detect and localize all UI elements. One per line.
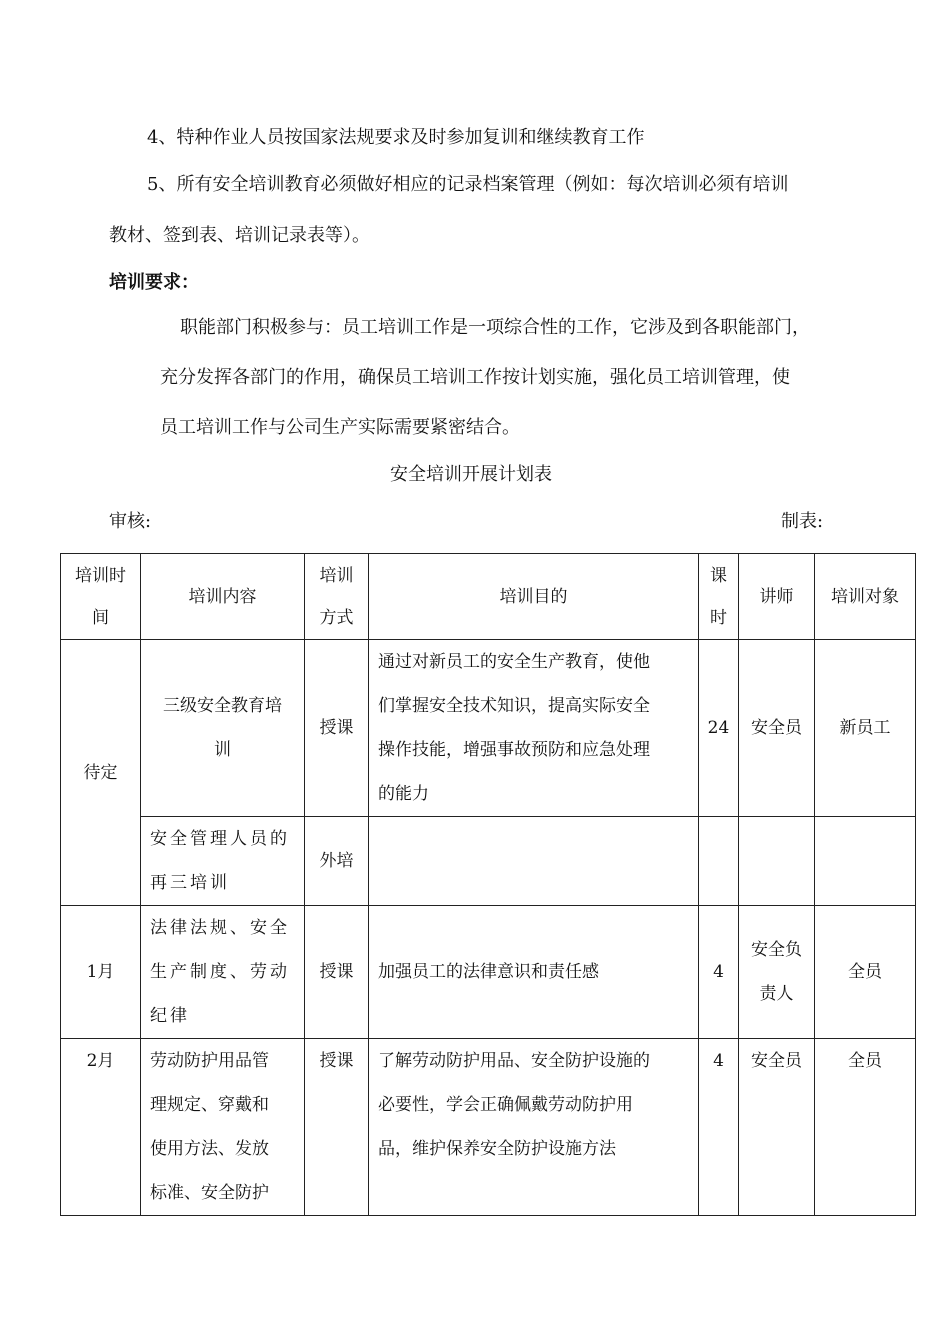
maker-label: 制表: bbox=[781, 511, 824, 532]
cell-hours: 4 bbox=[699, 906, 739, 1039]
cell-purpose bbox=[369, 906, 699, 1039]
cell-purpose bbox=[369, 817, 699, 906]
cell-hours bbox=[699, 817, 739, 906]
content-line: 法律法规、安全 bbox=[150, 918, 290, 938]
cell-lecturer: 安全员 bbox=[739, 640, 815, 817]
content-line: 三级安全教育培 bbox=[163, 696, 282, 716]
intro-item-4: 4、特种作业人员按国家法规要求及时参加复训和继续教育工作 bbox=[147, 127, 645, 148]
cell-lecturer bbox=[739, 906, 815, 1039]
purpose-line: 通过对新员工的安全生产教育，使他 bbox=[378, 652, 650, 672]
content-line: 理规定、穿戴和 bbox=[150, 1095, 269, 1115]
header-time-line-1: 培训时 bbox=[75, 565, 126, 586]
requirements-line-3: 员工培训工作与公司生产实际需要紧密结合。 bbox=[160, 417, 520, 438]
intro-item-5-continued: 教材、签到表、培训记录表等）。 bbox=[109, 225, 370, 246]
cell-content bbox=[141, 1039, 305, 1216]
requirements-heading: 培训要求： bbox=[109, 272, 199, 293]
purpose-line: 品，维护保养安全防护设施方法 bbox=[378, 1139, 616, 1159]
intro-item-5: 5、所有安全培训教育必须做好相应的记录档案管理（例如：每次培训必须有培训 bbox=[147, 174, 789, 195]
purpose-line: 的能力 bbox=[378, 784, 429, 804]
content-line: 安全管理人员的 bbox=[150, 829, 290, 849]
cell-time: 1月 bbox=[61, 906, 141, 1039]
cell-lecturer bbox=[739, 817, 815, 906]
cell-method: 授课 bbox=[305, 906, 369, 1039]
table-row bbox=[61, 640, 916, 817]
header-method-line-2: 方式 bbox=[319, 607, 354, 628]
content-line: 纪律 bbox=[150, 1006, 190, 1026]
cell-purpose bbox=[369, 1039, 699, 1216]
requirements-line-1: 职能部门积极参与：员工培训工作是一项综合性的工作，它涉及到各职能部门， bbox=[180, 317, 810, 338]
header-hours bbox=[699, 554, 739, 640]
cell-content bbox=[141, 640, 305, 817]
content-line: 标准、安全防护 bbox=[150, 1183, 269, 1203]
cell-method: 授课 bbox=[305, 1039, 369, 1216]
table-row bbox=[61, 906, 916, 1039]
header-hours-line-2: 时 bbox=[710, 607, 727, 628]
cell-time: 待定 bbox=[61, 640, 141, 906]
header-method-line-1: 培训 bbox=[319, 565, 354, 586]
content-line: 训 bbox=[214, 740, 231, 760]
cell-target: 全员 bbox=[815, 1039, 916, 1216]
cell-target: 新员工 bbox=[815, 640, 916, 817]
content-line: 生产制度、劳动 bbox=[150, 962, 290, 982]
header-time-line-2: 间 bbox=[92, 607, 109, 628]
cell-time: 2月 bbox=[61, 1039, 141, 1216]
header-purpose: 培训目的 bbox=[369, 554, 699, 640]
plan-title: 安全培训开展计划表 bbox=[390, 464, 552, 485]
requirements-line-2: 充分发挥各部门的作用，确保员工培训工作按计划实施，强化员工培训管理，使 bbox=[160, 367, 790, 388]
cell-hours: 24 bbox=[699, 640, 739, 817]
content-line: 再三培训 bbox=[150, 873, 230, 893]
cell-lecturer: 安全员 bbox=[739, 1039, 815, 1216]
lecturer-line: 安全负 bbox=[751, 940, 802, 960]
cell-purpose bbox=[369, 640, 699, 817]
cell-content bbox=[141, 906, 305, 1039]
lecturer-line: 责人 bbox=[759, 984, 794, 1004]
cell-content bbox=[141, 817, 305, 906]
table-row bbox=[61, 1039, 916, 1216]
table-row bbox=[61, 817, 916, 906]
header-target: 培训对象 bbox=[815, 554, 916, 640]
content-line: 劳动防护用品管 bbox=[150, 1051, 269, 1071]
cell-method: 外培 bbox=[305, 817, 369, 906]
training-plan-table bbox=[60, 553, 916, 1216]
header-lecturer: 讲师 bbox=[739, 554, 815, 640]
purpose-line: 加强员工的法律意识和责任感 bbox=[378, 962, 599, 982]
cell-target bbox=[815, 817, 916, 906]
table-header-row bbox=[61, 554, 916, 640]
cell-hours: 4 bbox=[699, 1039, 739, 1216]
header-hours-line-1: 课 bbox=[710, 565, 727, 586]
header-time bbox=[61, 554, 141, 640]
cell-target: 全员 bbox=[815, 906, 916, 1039]
purpose-line: 必要性，学会正确佩戴劳动防护用 bbox=[378, 1095, 633, 1115]
header-method bbox=[305, 554, 369, 640]
purpose-line: 们掌握安全技术知识，提高实际安全 bbox=[378, 696, 650, 716]
cell-method: 授课 bbox=[305, 640, 369, 817]
purpose-line: 操作技能，增强事故预防和应急处理 bbox=[378, 740, 650, 760]
reviewer-label: 审核: bbox=[109, 511, 152, 532]
purpose-line: 了解劳动防护用品、安全防护设施的 bbox=[378, 1051, 650, 1071]
content-line: 使用方法、发放 bbox=[150, 1139, 269, 1159]
header-content: 培训内容 bbox=[141, 554, 305, 640]
